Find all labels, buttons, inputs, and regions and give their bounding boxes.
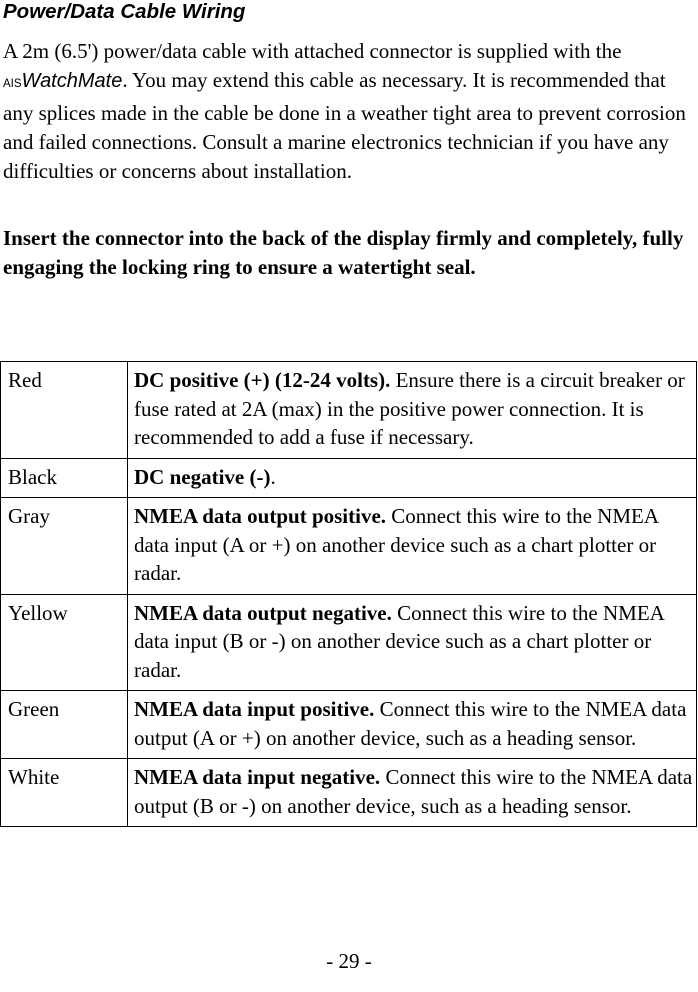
wire-description-cell [128,594,697,691]
wire-description-text: Connect this wire to the NMEA data output (A or +) on another device, such as a heading sensor. [134,697,687,750]
wire-description-cell [128,458,697,498]
wire-description-text: Connect this wire to the NMEA data input (A or +) on another device such as a chart plotter or radar. [134,504,658,585]
wire-color-cell: Black [1,458,128,498]
brand-prefix: AIS [3,78,22,90]
wire-color-cell: Yellow [1,594,128,691]
page-number: - 29 - [326,949,372,973]
wire-description-text: . [270,464,276,489]
wire-description-text: Connect this wire to the NMEA data output (B or -) on another device, such as a heading sensor. [134,765,693,818]
section-title: Power/Data Cable Wiring [3,0,246,23]
wire-description-bold: NMEA data input positive. [134,697,375,721]
wire-color-cell: Red [1,362,128,459]
table-row [1,691,697,759]
wire-description-bold: NMEA data output positive. [134,504,387,528]
table-row [1,362,697,459]
wire-description-cell [128,691,697,759]
intro-paragraph [3,37,697,186]
intro-text-before: A 2m (6.5') power/data cable with attached connector is supplied with the [3,39,622,63]
intro-text-after: . You may extend this cable as necessary. It is recommended that any splices made in the cable be done in a weather tight area to prevent corrosion and failed connections. Consult a marine electronics technician if you have any difficulties or concerns about installation. [3,68,686,183]
wire-description-bold: NMEA data input negative. [134,765,381,789]
wiring-table [0,361,697,827]
wire-color-cell: Gray [1,498,128,595]
wire-description-text: Connect this wire to the NMEA data input (B or -) on another device such as a chart plotter or radar. [134,600,664,682]
wire-description-cell [128,498,697,595]
wire-description-text: Ensure there is a circuit breaker or fuse rated at 2A (max) in the positive power connection. It is recommended to add a fuse if necessary. [134,368,685,449]
installation-warning: Insert the connector into the back of the display firmly and completely, fully engaging the locking ring to ensure a watertight seal. [3,226,684,279]
wire-description-bold: NMEA data output negative. [134,600,392,625]
wire-color-cell: White [1,759,128,827]
wire-description-bold: DC positive (+) (12-24 volts). [134,368,391,392]
table-row [1,498,697,595]
table-row [1,458,697,498]
wire-color-cell: Green [1,691,128,759]
table-row [1,759,697,827]
wire-description-cell [128,362,697,459]
table-row [1,594,697,691]
brand-name: WatchMate [21,70,123,92]
wire-description-bold: DC negative (-) [134,464,271,489]
wire-description-cell [128,759,697,827]
